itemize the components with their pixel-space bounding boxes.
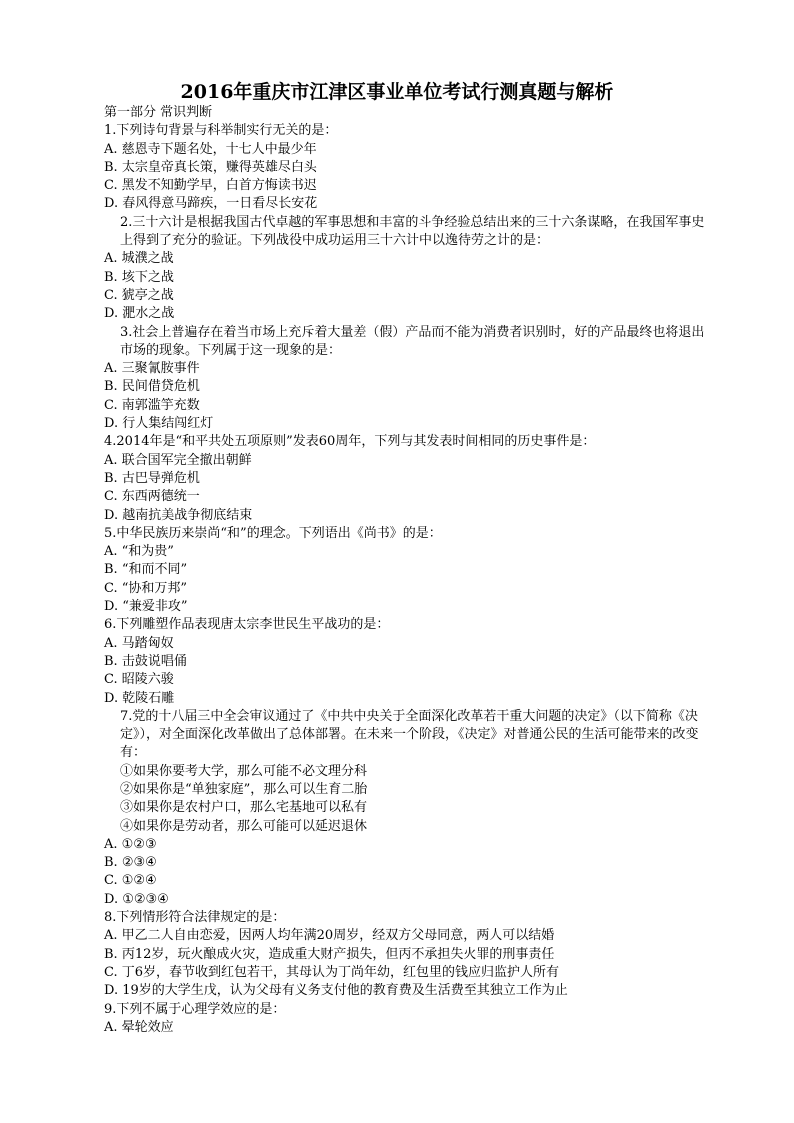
section-heading: 第一部分 常识判断 [104,105,213,120]
question-8 [104,909,709,1000]
option: A. ①②③ [104,836,157,852]
option: A. 三聚氰胺事件 [104,361,200,377]
question-3 [104,324,709,434]
option: C. 东西两德统一 [104,489,200,505]
option: A. 慈恩寺下题名处，十七人中最少年 [104,141,317,157]
option: A. 甲乙二人自由恋爱，因两人均年满20周岁，经双方父母同意，两人可以结婚 [104,928,555,944]
option: A. “和为贵” [104,544,174,560]
option: B. 击鼓说唱俑 [104,653,187,669]
statement-item: ④如果你是劳动者，那么可能可以延迟退休 [120,818,368,834]
question-stem: 9.下列不属于心理学效应的是： [104,1001,286,1017]
question-stem: 7.党的十八届三中全会审议通过了《中共中央关于全面深化改革若干重大问题的决定》（以下简称《决定》），对全面深化改革做出了总体部署。在未来一个阶段，《决定》对普通公民的生活可能带来的改变有： [120,708,699,761]
option: A. 联合国军完全撤出朝鲜 [104,452,252,468]
option: C. ①②④ [104,873,157,889]
question-stem: 5.中华民族历来崇尚“和”的理念。下列语出《尚书》的是： [104,525,442,541]
question-stem: 3.社会上普遍存在着当市场上充斥着大量差（假）产品而不能为消费者识别时，好的产品最终也将退出市场的现象。下列属于这一现象的是： [120,324,705,358]
option: B. 古巴导弹危机 [104,470,200,486]
option: B. 民间借贷危机 [104,379,200,395]
question-stem: 2.三十六计是根据我国古代卓越的军事思想和丰富的斗争经验总结出来的三十六条谋略，在我国军事史上得到了充分的验证。下列战役中成功运用三十六计中以逸待劳之计的是： [120,214,705,249]
question-stem: 6.下列雕塑作品表现唐太宗李世民生平战功的是： [104,617,390,633]
option: D. 淝水之战 [104,306,175,322]
option: B. 丙12岁，玩火酿成火灾，造成重大财产损失，但丙不承担失火罪的刑事责任 [104,946,555,962]
question-2 [104,214,709,324]
document-title: 2016年重庆市江津区事业单位考试行测真题与解析 [180,81,614,103]
option: C. 黑发不知勤学早，白首方悔读书迟 [104,178,317,194]
option: C. 猇亭之战 [104,287,174,303]
option: A. 城濮之战 [104,251,174,267]
question-stem: 8.下列情形符合法律规定的是： [104,910,286,926]
question-9 [104,1001,709,1038]
question-1 [104,122,709,213]
statement-item: ③如果你是农村户口，那么宅基地可以私有 [120,800,368,816]
option: A. 马踏匈奴 [104,635,174,651]
statement-item: ②如果你是“单独家庭”，那么可以生育二胎 [120,781,368,797]
question-6 [104,616,709,707]
option: B. ②③④ [104,855,157,871]
option: C. “协和万邦” [104,580,188,596]
question-5 [104,525,709,616]
option: A. 晕轮效应 [104,1019,174,1035]
question-stem: 1.下列诗句背景与科举制实行无关的是： [104,123,338,139]
option: D. “兼爱非攻” [104,599,188,615]
question-stem: 4.2014年是“和平共处五项原则”发表60周年，下列与其发表时间相同的历史事件是： [104,434,596,450]
option: B. 太宗皇帝真长策，赚得英雄尽白头 [104,159,317,175]
question-4 [104,433,709,524]
option: C. 丁6岁，春节收到红包若干，其母认为丁尚年幼，红包里的钱应归监护人所有 [104,964,560,980]
option: C. 昭陵六骏 [104,672,174,688]
option: D. 春风得意马蹄疾，一日看尽长安花 [104,196,318,212]
question-7 [104,708,709,909]
document-body [104,104,709,1037]
option: D. 越南抗美战争彻底结束 [104,507,253,523]
statement-item: ①如果你要考大学，那么可能不必文理分科 [120,763,368,779]
option: D. 行人集结闯红灯 [104,416,214,432]
option: D. 19岁的大学生戊，认为父母有义务支付他的教育费及生活费至其独立工作为止 [104,983,568,999]
option: C. 南郭滥竽充数 [104,397,200,413]
option: D. ①②③④ [104,891,169,907]
option: B. 垓下之战 [104,269,174,285]
option: D. 乾陵石雕 [104,690,175,706]
option: B. “和而不同” [104,562,188,578]
